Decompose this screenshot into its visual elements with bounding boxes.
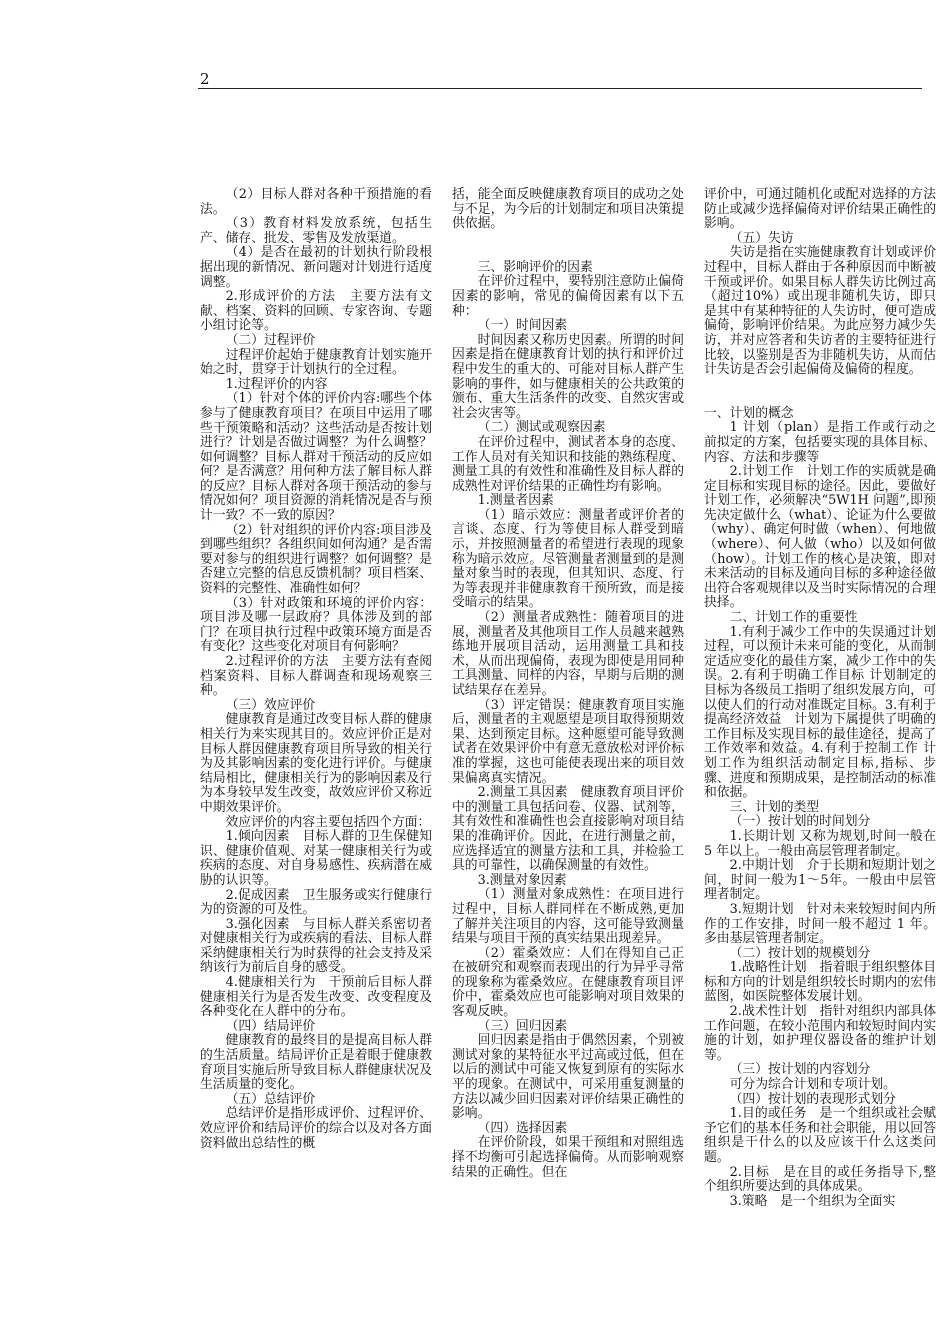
paragraph: （四）选择因素 bbox=[477, 1120, 568, 1136]
text-column-3 bbox=[704, 188, 936, 1209]
paragraph: （3）针对政策和环境的评价内容：项目涉及哪一层政府？具体涉及到的部门？在项目执行过程中政策环境方面是否有变化？这些变化对项目有何影响？ bbox=[200, 595, 432, 655]
paragraph: 1.长期计划 又称为规划,时间一般在 5 年以上。一般由高层管理者制定。 bbox=[704, 828, 936, 859]
paragraph: 3.强化因素 与目标人群关系密切者对健康相关行为或疾病的看法、目标人群采纳健康相关行为时获得的社会支持及采纳该行为前后自身的感受。 bbox=[200, 916, 432, 976]
paragraph: 2.形成评价的方法 主要方法有文献、档案、资料的回顾、专家咨询、专题小组讨论等。 bbox=[200, 289, 432, 334]
paragraph: 评价中，可通过随机化或配对选择的方法防止或减少选择偏倚对评价结果正确性的影响。 bbox=[704, 187, 936, 232]
paragraph: （二）测试或观察因素 bbox=[477, 420, 606, 436]
paragraph: 3.测量对象因素 bbox=[477, 872, 567, 888]
paragraph: 2.中期计划 介于长期和短期计划之间，时间一般为1～5年。一般由中层管理者制定。 bbox=[704, 858, 936, 903]
paragraph: 2.战术性计划 指针对组织内部具体工作问题，在较小范围内和较短时间内实施的计划，如护理仪器设备的维护计划等。 bbox=[704, 1004, 936, 1063]
paragraph: （1）针对个体的评价内容:哪些个体参与了健康教育项目？在项目中运用了哪些干预策略和活动？这些活动是否按计划进行？计划是否做过调整？为什么调整？如何调整？目标人群对干预活动的反应如何？是否满意？用何种方法了解目标人群的反应？目标人群对各项干预活动的参与情况如何？项目资源的消耗情况是否与预计一致？不一致的原因？ bbox=[200, 391, 432, 524]
header-rule bbox=[198, 88, 922, 89]
paragraph: （1）暗示效应：测量者或评价者的言谈、态度、行为等使目标人群受到暗示，并按照测量者的希望进行表现的现象称为暗示效应。尽管测量者测量到的是测量对象当时的表现，但其知识、态度、行为等表现并非健康教育干预所致，而是接受暗示的结果。 bbox=[452, 507, 684, 611]
paragraph: 1.目的或任务 是一个组织或社会赋予它们的基本任务和社会职能，用以回答组织是干什么的以及应该干什么这类问题。 bbox=[704, 1106, 936, 1165]
paragraph: 1.倾向因素 目标人群的卫生保健知识、健康价值观、对某一健康相关行为或疾病的态度、对自身易感性、疾病潜在威胁的认识等。 bbox=[200, 829, 432, 888]
paragraph: 2.目标 是在目的或任务指导下,整个组织所要达到的具体成果。 bbox=[704, 1164, 936, 1195]
paragraph: （二）按计划的规模划分 bbox=[729, 945, 871, 961]
paragraph: 效应评价的内容主要包括四个方面： bbox=[225, 814, 431, 830]
paragraph: 失访是指在实施健康教育计划或评价过程中，目标人群由于各种原因而中断被干预或评价。如果目标人群失访比例过高（超过10%）或出现非随机失访，即只是其中有某种特征的人失访时，便可造成偏倚，影响评价结果。为此应努力减少失访，并对应答者和失访者的主要特征进行比较，以鉴别是否为非随机失访，从而估计失访是否会引起偏倚及偏倚的程度。 bbox=[704, 245, 936, 378]
paragraph: （一）时间因素 bbox=[477, 318, 568, 334]
paragraph: 在评价阶段，如果干预组和对照组选择不均衡可引起选择偏倚。从而影响观察结果的正确性。但在 bbox=[452, 1135, 684, 1180]
paragraph: 总结评价是指形成评价、过程评价、效应评价和结局评价的综合以及对各方面资料做出总结性的概 bbox=[200, 1106, 432, 1151]
paragraph: 在评价过程中，要特别注意防止偏倚因素的影响，常见的偏倚因素有以下五种： bbox=[452, 274, 684, 319]
paragraph: （2）霍桑效应：人们在得知自己正在被研究和观察而表现出的行为异乎寻常的现象称为霍桑效应。在健康教育项目评价中，霍桑效应也可能影响对项目效果的客观反映。 bbox=[452, 945, 684, 1020]
paragraph: 可分为综合计划和专项计划。 bbox=[729, 1077, 896, 1093]
paragraph: （五）失访 bbox=[729, 230, 794, 246]
paragraph: （4）是否在最初的计划执行阶段根据出现的新情况、新问题对计划进行适度调整。 bbox=[200, 245, 432, 290]
paragraph: 三、影响评价的因素 bbox=[477, 259, 593, 275]
paragraph: 健康教育是通过改变目标人群的健康相关行为来实现其目的。效应评价正是对目标人群因健康教育项目所导致的相关行为及其影响因素的变化进行评价。与健康结局相比，健康相关行为的影响因素及行为本身较早发生改变，故效应评价又称近中期效果评价。 bbox=[200, 712, 432, 815]
paragraph-spacer bbox=[452, 232, 684, 261]
paragraph: （三）回归因素 bbox=[477, 1018, 568, 1034]
paragraph: 2.促成因素 卫生服务或实行健康行为的资源的可及性。 bbox=[200, 887, 432, 918]
paragraph: 过程评价起始于健康教育计划实施开始之时，贯穿于计划执行的全过程。 bbox=[200, 347, 432, 378]
paragraph: （3）评定错误：健康教育项目实施后，测量者的主观愿望是项目取得预期效果、达到预定目标。这种愿望可能导致测试者在效果评价中有意无意放松对评价标准的掌握，这也可能使表现出来的项目效果偏离真实情况。 bbox=[452, 697, 684, 786]
paragraph: 4.健康相关行为 干预前后目标人群健康相关行为是否发生改变、改变程度及各种变化在人群中的分布。 bbox=[200, 975, 432, 1020]
paragraph: 一、计划的概念 bbox=[704, 405, 794, 421]
paragraph: （一）按计划的时间划分 bbox=[729, 814, 871, 830]
paragraph: 三、计划的类型 bbox=[729, 799, 820, 815]
paragraph: （2）目标人群对各种干预措施的看法。 bbox=[200, 187, 432, 217]
paragraph: 1.战略性计划 指着眼于组织整体目标和方向的计划是组织较长时期内的宏伟蓝图，如医院整体发展计划。 bbox=[704, 960, 936, 1005]
paragraph: 在评价过程中，测试者本身的态度、工作人员对有关知识和技能的熟练程度、测量工具的有效性和准确性及目标人群的成熟性对评价结果的正确性均有影响。 bbox=[452, 434, 684, 494]
page-number: 2 bbox=[200, 70, 210, 88]
paragraph: （3）教育材料发放系统，包括生产、储存、批发、零售及发放渠道。 bbox=[200, 216, 432, 246]
paragraph: 健康教育的最终目的是提高目标人群的生活质量。结局评价正是着眼于健康教育项目实施后所导致目标人群健康状况及生活质量的变化。 bbox=[200, 1033, 432, 1093]
paragraph: 括，能全面反映健康教育项目的成功之处与不足，为今后的计划制定和项目决策提供依据。 bbox=[452, 187, 684, 232]
paragraph: 2.计划工作 计划工作的实质就是确定目标和实现目标的途径。因此，要做好计划工作，必须解决“5W1H 问题”,即预先决定做什么（what）、论证为什么要做（why）、确定何时做（when）、何地做（where）、何人做（who）以及如何做（how）。计划工作的核心是决策，即对未来活动的目标及通向目标的多种途径做出符合客观规律以及当时实际情况的合理抉择。 bbox=[704, 464, 936, 611]
paragraph: （三）按计划的内容划分 bbox=[729, 1062, 871, 1078]
paragraph: 3.策略 是一个组织为全面实 bbox=[729, 1193, 896, 1209]
text-column-2 bbox=[452, 188, 684, 1180]
paragraph: （2）针对组织的评价内容:项目涉及到哪些组织？各组织间如何沟通？是否需要对参与的组织进行调整？如何调整？是否建立完整的信息反馈机制？项目档案、资料的完整性、准确性如何？ bbox=[200, 522, 432, 597]
paragraph: 时间因素又称历史因素。所谓的时间因素是指在健康教育计划的执行和评价过程中发生的重大的、可能对目标人群产生影响的事件，如与健康相关的公共政策的颁布、重大生活条件的改变、自然灾害或社会灾害等。 bbox=[452, 332, 684, 421]
paragraph: （1）测量对象成熟性：在项目进行过程中，目标人群同样在不断成熟,更加了解并关注项目的内容，这可能导致测量结果与项目干预的真实结果出现差异。 bbox=[452, 887, 684, 947]
paragraph: 2.过程评价的方法 主要方法有查阅档案资料、目标人群调查和现场观察三种。 bbox=[200, 654, 432, 699]
paragraph: 1.测量者因素 bbox=[477, 493, 554, 509]
paragraph: （四）按计划的表现形式划分 bbox=[729, 1091, 896, 1107]
paragraph: （五）总结评价 bbox=[225, 1091, 316, 1107]
paragraph: 1 计划（plan）是指工作或行动之前拟定的方案，包括要实现的具体目标、内容、方法和步骤等 bbox=[704, 420, 936, 465]
paragraph: 二、计划工作的重要性 bbox=[729, 610, 858, 626]
paragraph: 回归因素是指由于偶然因素，个别被测试对象的某特征水平过高或过低，但在以后的测试中可能又恢复到原有的实际水平的现象。在测试中，可采用重复测量的方法以减少回归因素对评价结果正确性的影响。 bbox=[452, 1033, 684, 1122]
paragraph-spacer bbox=[704, 378, 936, 407]
paragraph: （2）测量者成熟性：随着项目的进展，测量者及其他项目工作人员越来越熟练地开展项目活动，运用测量工具和技术，从而出现偏倚，表现为即使是用同种工具测量、同样的内容，早期与后期的测试结果存在差异。 bbox=[452, 610, 684, 698]
text-column-1 bbox=[200, 188, 432, 1151]
paragraph: （四）结局评价 bbox=[225, 1018, 316, 1034]
paragraph: 1.过程评价的内容 bbox=[225, 376, 328, 392]
paragraph: 1.有利于减少工作中的失误通过计划过程，可以预计未来可能的变化，从而制定适应变化的最佳方案，减少工作中的失误。2.有利于明确工作目标 计划制定的目标为各级员工指明了组织发展方向，可以使人们的行动对准既定目标。3.有利于提高经济效益 计划为下属提供了明确的工作目标及实现目标的最佳途径，提高了工作效率和效益。4.有利于控制工作 计划工作为组织活动制定目标,指标、步骤、进度和预期成果，是控制活动的标准和依据。 bbox=[704, 624, 936, 801]
paragraph: （二）过程评价 bbox=[225, 332, 316, 348]
paragraph: 3.短期计划 针对未来较短时间内所作的工作安排，时间一般不超过 1 年。多由基层管理者制定。 bbox=[704, 901, 936, 947]
paragraph: （三）效应评价 bbox=[225, 697, 316, 713]
paragraph: 2.测量工具因素 健康教育项目评价中的测量工具包括问卷、仪器、试剂等，其有效性和准确性也会直接影响对项目结果的准确评价。因此，在进行测量之前，应选择适宜的测量方法和工具，并检验工具的可靠性，以确保测量的有效性。 bbox=[452, 785, 684, 874]
